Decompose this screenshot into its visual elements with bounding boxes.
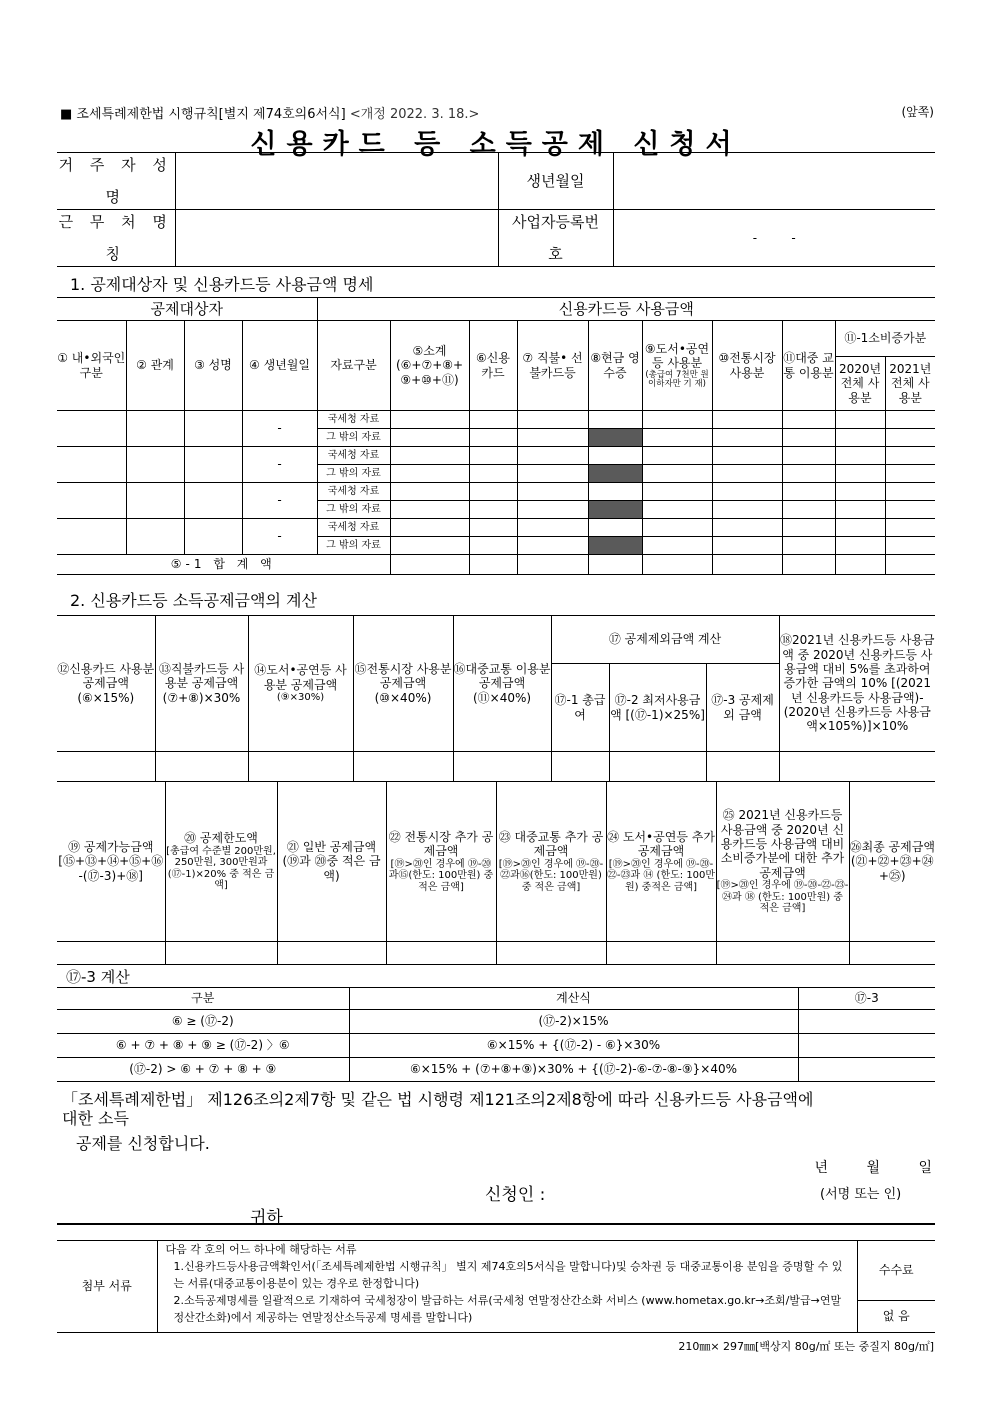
col-header-market: ⑩전통시장 사용분 bbox=[712, 321, 782, 411]
c17-3-header: ⑰-3 공제제외 금액 bbox=[706, 664, 779, 752]
calc-header-type: 구분 bbox=[57, 988, 349, 1010]
revision-text: <개정 2022. 3. 18.> bbox=[349, 107, 480, 122]
section2-title: 2. 신용카드등 소득공제금액의 계산 bbox=[70, 591, 317, 610]
section2-table-b bbox=[57, 781, 935, 965]
table-row: 그 밖의 자료 bbox=[57, 501, 935, 519]
c22-header: ㉒ 전통시장 추가 공제금액 [⑲>⑳인 경우에 ⑲-⑳과⑮(한도: 100만원) 중 적은 금액] bbox=[386, 782, 496, 942]
calc-header-formula: 계산식 bbox=[349, 988, 798, 1010]
biz-number-label: 사업자등록번 호 bbox=[498, 210, 613, 267]
c17-1-header: ⑰-1 총급여 bbox=[551, 664, 609, 752]
name-field[interactable] bbox=[175, 153, 498, 210]
col-header-cash: ⑧현금 영수증 bbox=[588, 321, 642, 411]
section2-table-a bbox=[57, 615, 935, 782]
col-header-2021: 2021년 전체 사용분 bbox=[885, 357, 935, 411]
group-right-header: 신용카드등 사용금액 bbox=[317, 298, 935, 321]
birth-field[interactable] bbox=[613, 153, 935, 210]
c13-header: ⑬직불카드등 사용분 공제금액 (⑦+⑧)×30% bbox=[155, 616, 248, 752]
table-row bbox=[57, 752, 935, 782]
calc-table bbox=[57, 987, 935, 1082]
c17-header: ⑰ 공제제외금액 계산 bbox=[551, 616, 779, 664]
applicant-info-table bbox=[57, 152, 935, 267]
table-row bbox=[57, 942, 935, 965]
calc-title: ⑰-3 계산 bbox=[66, 968, 130, 986]
group-left-header: 공제대상자 bbox=[57, 298, 317, 321]
sign-label[interactable]: (서명 또는 인) bbox=[820, 1187, 902, 1202]
table-row: ⑥ + ⑦ + ⑧ + ⑨ ≥ (⑰-2) 〉⑥ ⑥×15% + {(⑰-2) - ⑥}×30% bbox=[57, 1034, 935, 1058]
col-header-relation: ② 관계 bbox=[126, 321, 184, 411]
section1-title: 1. 공제대상자 및 신용카드등 사용금액 명세 bbox=[70, 275, 374, 294]
divider bbox=[57, 1223, 935, 1225]
page-title: 신용카드 등 소득공제 신청서 bbox=[250, 129, 742, 160]
workplace-field[interactable] bbox=[175, 210, 498, 267]
shaded-cell bbox=[588, 537, 642, 555]
c23-header: ㉓ 대중교통 추가 공제금액 [⑲>⑳인 경우에 ⑲-⑳-㉒과⑯(한도: 100만원) 중 적은 금액] bbox=[496, 782, 606, 942]
shaded-cell bbox=[588, 465, 642, 483]
c21-header: ㉑ 일반 공제금액 (⑲과 ⑳중 적은 금액) bbox=[277, 782, 386, 942]
total-row bbox=[57, 555, 935, 575]
shaded-cell bbox=[588, 501, 642, 519]
col-header-credit: ⑥신용 카드 bbox=[469, 321, 517, 411]
col-header-name: ③ 성명 bbox=[184, 321, 242, 411]
table-row: 그 밖의 자료 bbox=[57, 465, 935, 483]
table-row: - 국세청 자료 bbox=[57, 447, 935, 465]
c17-2-header: ⑰-2 최저사용금액 [(⑰-1)×25%] bbox=[609, 664, 706, 752]
applicant-label: 신청인 : bbox=[485, 1185, 546, 1205]
col-header-subtotal: ⑤소계 (⑥+⑦+⑧+ ⑨+⑩+⑪) bbox=[390, 321, 469, 411]
form-reference bbox=[60, 103, 479, 122]
declaration-text: 「조세특례제한법」 제126조의2제7항 및 같은 법 시행령 제121조의2제8항에 따라 신용카드등 사용금액에 대한 소득 공제를 신청합니다. bbox=[62, 1090, 814, 1153]
attachments-label: 첨부 서류 bbox=[57, 1241, 157, 1333]
table-row: 그 밖의 자료 bbox=[57, 537, 935, 555]
table-row: (⑰-2) > ⑥ + ⑦ + ⑧ + ⑨ ⑥×15% + (⑦+⑧+⑨)×30% + {(⑰-2)-⑥-⑦-⑧-⑨}×40% bbox=[57, 1058, 935, 1082]
attachments-list: 다음 각 호의 어느 하나에 해당하는 서류 1.신용카드등사용금액확인서(「조세특례제한법 시행규칙」 별지 제74호의5서식을 말합니다)및 승차권 등 대중교통이용 분임을 증명할 수 있는 서류(대중교통이용분이 있는 경우로 한정합니다) 2.소득공제명세를 일괄적으로 기재하여 국세청장이 발급하는 서류(국세청 연말정산간소화 서비스 (www.hometax.go.kr→조회/발급→연말정산간소화)에서 제공하는 연말정산소득공제 명세를 말합니다) bbox=[157, 1241, 857, 1333]
workplace-label: 근 무 처 명 칭 bbox=[57, 210, 175, 267]
col-header-source: 자료구분 bbox=[317, 321, 390, 411]
name-label: 거 주 자 성 명 bbox=[57, 153, 175, 210]
col-header-2020: 2020년 전체 사용분 bbox=[835, 357, 885, 411]
table-row: 그 밖의 자료 bbox=[57, 429, 935, 447]
table-row: - 국세청 자료 bbox=[57, 483, 935, 501]
c16-header: ⑯대중교통 이용분 공제금액 (⑪×40%) bbox=[453, 616, 551, 752]
c12-header: ⑫신용카드 사용분 공제금액 (⑥×15%) bbox=[57, 616, 155, 752]
section1-table bbox=[57, 297, 935, 575]
recipient-label: 귀하 bbox=[250, 1208, 283, 1228]
col-header-foreign: ① 내•외국인 구분 bbox=[57, 321, 126, 411]
calc-header-result: ⑰-3 bbox=[798, 988, 935, 1010]
biz-number-field[interactable]: - - bbox=[613, 210, 935, 267]
form-ref-text: ■ 조세특례제한법 시행규칙[별지 제74호의6서식] bbox=[60, 107, 346, 122]
attachments-table bbox=[57, 1240, 935, 1333]
c25-header: ㉕ 2021년 신용카드등 사용금액 중 2020년 신용카드등 사용금액 대비 소비증가분에 대한 추가 공제금액 [⑲>⑳인 경우에 ⑲-⑳-㉒-㉓-㉔과 ⑱ (한도: 100만원) 중 적은 금액] bbox=[716, 782, 849, 942]
paper-spec: 210㎜× 297㎜[백상지 80g/㎡ 또는 중질지 80g/㎡] bbox=[678, 1340, 934, 1353]
c20-header: ⑳ 공제한도액 [총급여 수준별 200만원, 250만원, 300만원과 (⑰-1)×20% 중 적은 금액] bbox=[165, 782, 277, 942]
col-header-increase: ⑪-1소비증가분 bbox=[835, 321, 935, 357]
shaded-cell bbox=[588, 429, 642, 447]
c14-header: ⑭도서•공연등 사용분 공제금액 (⑨×30%) bbox=[248, 616, 353, 752]
total-label: ⑤-1 합 계 액 bbox=[57, 555, 390, 575]
c26-header: ㉖최종 공제금액 (㉑+㉒+㉓+㉔ +㉕) bbox=[849, 782, 935, 942]
date-line: 년 월 일 bbox=[814, 1160, 932, 1176]
col-header-debit: ⑦ 직불• 선불카드등 bbox=[517, 321, 588, 411]
c19-header: ⑲ 공제가능금액 [⑮+⑬+⑭+⑮+⑯ -(⑰-3)+⑱] bbox=[57, 782, 165, 942]
table-row: - 국세청 자료 bbox=[57, 519, 935, 537]
table-row: ⑥ ≥ (⑰-2) (⑰-2)×15% bbox=[57, 1010, 935, 1034]
col-header-books: ⑨도서•공연 등 사용분 (총급여 7천만 원 이하자만 기 재) bbox=[642, 321, 712, 411]
col-header-birth: ④ 생년월일 bbox=[242, 321, 317, 411]
c24-header: ㉔ 도서•공연등 추가 공제금액 [⑲>⑳인 경우에 ⑲-⑳-㉒-㉓과 ⑭ (한도: 100만원) 중적은 금액] bbox=[606, 782, 716, 942]
col-header-transit: ⑪대중 교통 이용분 bbox=[782, 321, 835, 411]
c15-header: ⑮전통시장 사용분 공제금액 (⑩×40%) bbox=[353, 616, 453, 752]
table-row: - 국세청 자료 bbox=[57, 411, 935, 429]
fee-value: 없 음 bbox=[857, 1301, 935, 1333]
c18-header: ⑱2021년 신용카드등 사용금액 중 2020년 신용카드등 사용금액 대비 5%를 초과하여 증가한 금액의 10% [(2021년 신용카드등 사용금액)-(2020년 신용카드등 사용금액×105%)]×10% bbox=[779, 616, 935, 752]
page-side: (앞쪽) bbox=[901, 105, 934, 119]
fee-label: 수수료 bbox=[857, 1241, 935, 1301]
birth-label: 생년월일 bbox=[498, 153, 613, 210]
